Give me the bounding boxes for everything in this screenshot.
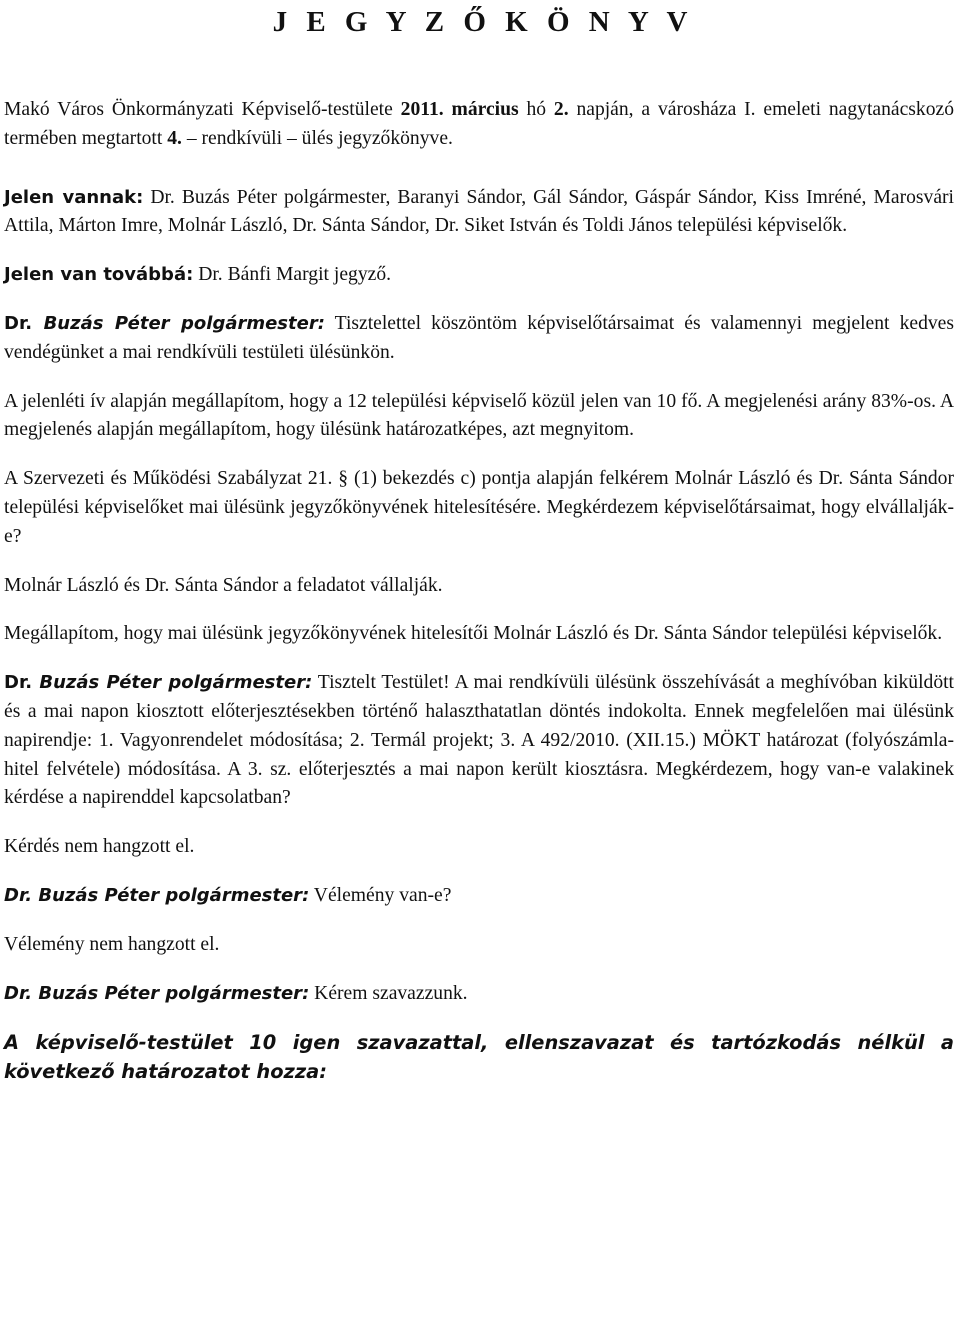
speaker-prefix: Dr.: [4, 672, 33, 694]
intro-paragraph: [4, 96, 954, 154]
intro-text: napján, a városháza I. emeleti nagytanácskozó termében megtartott: [4, 99, 955, 149]
intro-session-number: 4.: [167, 127, 182, 149]
vote-call-paragraph: [4, 980, 954, 1009]
speaker-prefix: Dr.: [4, 312, 33, 334]
intro-day: 2.: [553, 99, 569, 120]
also-present-paragraph: [4, 261, 954, 290]
attendees-paragraph: [4, 184, 954, 242]
speaker-name: Dr. Buzás Péter polgármester:: [4, 982, 310, 1004]
attendees-label: Jelen vannak:: [4, 186, 144, 208]
also-present-text: Dr. Bánfi Margit jegyző.: [193, 264, 392, 286]
speaker-name: Buzás Péter polgármester:: [32, 312, 325, 334]
quorum-paragraph: A jelenléti ív alapján megállapítom, hogy a 12 települési képviselő közül jelen van 10 fő. A megjelenési arány 83%-os. A megjelenés alapján megállapítom, hogy ülésünk határozatképes, azt megnyitom.: [4, 390, 954, 441]
document-page: [4, 0, 954, 1086]
agenda-paragraph: [4, 669, 954, 813]
also-present-label: Jelen van továbbá:: [4, 264, 194, 286]
acceptance-paragraph: Molnár László és Dr. Sánta Sándor a feladatot vállalják.: [4, 574, 443, 596]
intro-date: 2011. március: [400, 99, 519, 120]
vote-call-text: Kérem szavazzunk.: [309, 982, 468, 1004]
intro-text: Makó Város Önkormányzati Képviselő-testülete: [4, 99, 401, 120]
intro-text: hó: [518, 99, 554, 120]
opinion-question-text: Vélemény van-e?: [309, 884, 452, 906]
no-opinion-paragraph: Vélemény nem hangzott el.: [4, 933, 220, 955]
intro-text: – rendkívüli – ülés jegyzőkönyve.: [181, 127, 453, 149]
authenticators-paragraph: A Szervezeti és Működési Szabályzat 21. § (1) bekezdés c) pontja alapján felkérem Molnár László és Dr. Sánta Sándor települési képviselőket mai ülésünk jegyzőkönyvének hitelesítésére. Megkérdezem képviselőtársaimat, hogy elvállalják-e?: [4, 468, 954, 547]
greeting-text: Tisztelettel köszöntöm képviselőtársaimat és valamennyi megjelent kedves vendégünket a mai rendkívüli testületi ülésünkön.: [4, 312, 955, 363]
resolution-paragraph: A képviselő-testület 10 igen szavazattal, ellenszavazat és tartózkodás nélkül a következő határozatot hozza:: [4, 1031, 954, 1084]
opinion-question-paragraph: [4, 882, 954, 911]
declaration-paragraph: Megállapítom, hogy mai ülésünk jegyzőkönyvének hitelesítői Molnár László és Dr. Sánta Sándor települési képviselők.: [4, 623, 943, 645]
document-title: J E G Y Z Ő K Ö N Y V: [272, 6, 694, 38]
speaker-name: Buzás Péter polgármester:: [32, 672, 313, 694]
agenda-text: Tisztelt Testület! A mai rendkívüli ülésünk összehívását a meghívóban kiküldött és a mai napon kiosztott előterjesztésekben történő halaszthatatlan döntés indokolta. Ennek megfelelően mai ülésünk napirendje: 1. Vagyonrendelet módosítása; 2. Termál projekt; 3. A 492/2010. (XII.15.) MÖKT határozat (folyószámla-hitel felvétele) módosítása. A 3. sz. előterjesztés a mai napon került kiosztásra. Megkérdezem, hogy van-e valakinek kérdése a napirenddel kapcsolatban?: [4, 672, 954, 809]
no-question-paragraph: Kérdés nem hangzott el.: [4, 836, 195, 858]
greeting-paragraph: [4, 310, 954, 368]
attendees-list: Dr. Buzás Péter polgármester, Baranyi Sándor, Gál Sándor, Gáspár Sándor, Kiss Imréné, Marosvári Attila, Márton Imre, Molnár László, Dr. Sánta Sándor, Dr. Siket István és Toldi János települési képviselők.: [4, 186, 954, 237]
speaker-name: Dr. Buzás Péter polgármester:: [4, 884, 310, 906]
